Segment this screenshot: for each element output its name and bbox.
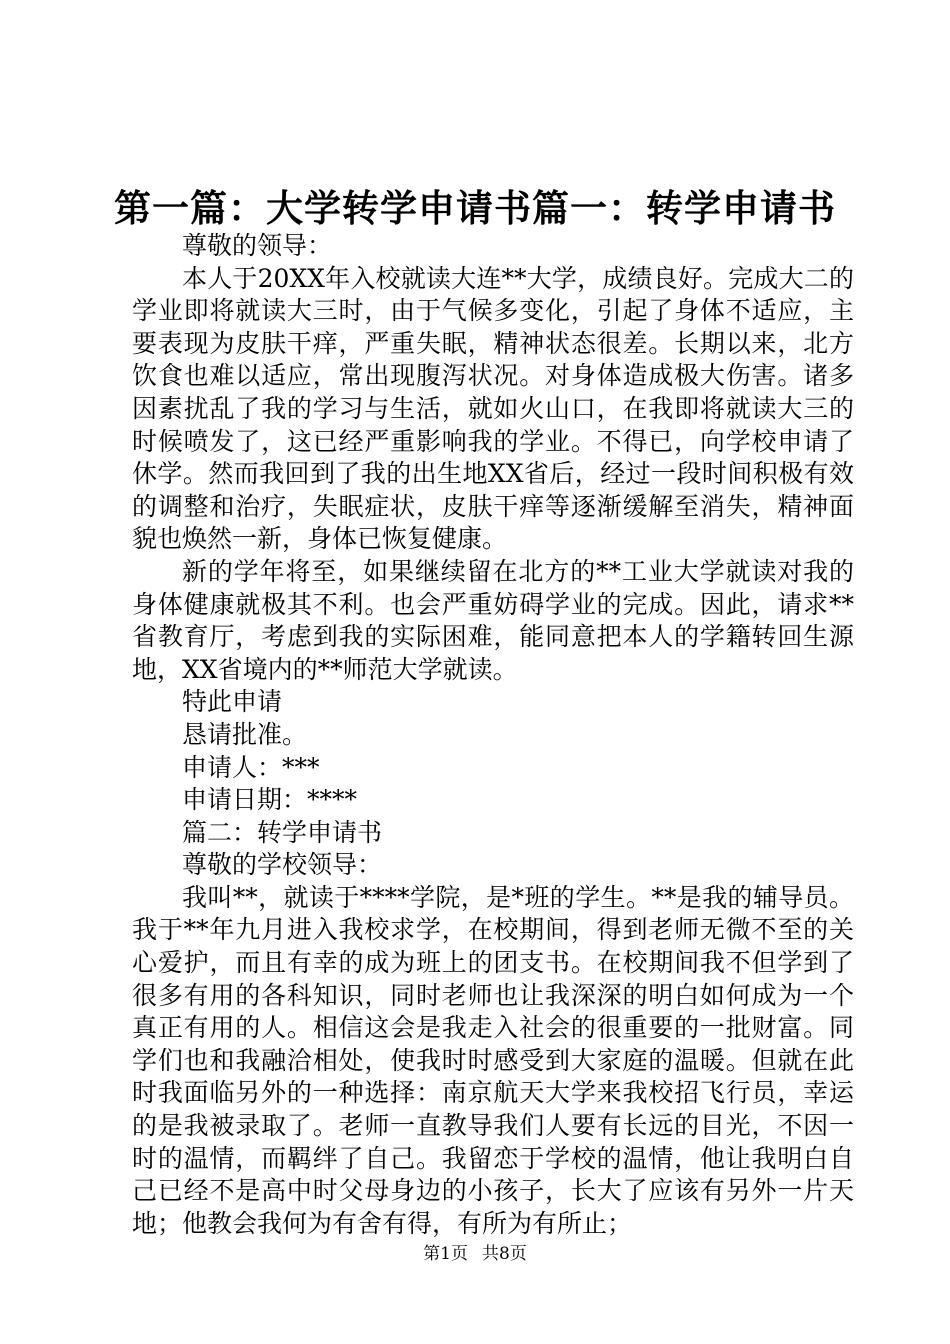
paragraph-approval-request: 恳请批准。 [182, 719, 308, 749]
paragraph-body-1: 本人于20XX年入校就读大连**大学，成绩良好。完成大二的学业即将就读大三时，由于气候多变化，引起了身体不适应，主要表现为皮肤干痒，严重失眠，精神状态很差。长期以来，北方饮食也难以适应，常出现腹泻状况。对身体造成极大伤害。诸多因素扰乱了我的学习与生活，就如火山口，在我即将就读大三的时候喷发了，这已经严重影响我的学业。不得已，向学校申请了休学。然而我回到了我的出生地XX省后，经过一段时间积极有效的调整和治疗，失眠症状，皮肤干痒等逐渐缓解至消失，精神面貌也焕然一新，身体已恢复健康。 [132, 263, 854, 554]
paragraph-section-two-heading: 篇二：转学申请书 [182, 817, 383, 847]
paragraph-body-3: 我叫**，就读于****学院，是*班的学生。**是我的辅导员。我于**年九月进入我校求学，在校期间，得到老师无微不至的关心爱护，而且有幸的成为班上的团支书。在校期间我不但学到了很多有用的各科知识，同时老师也让我深深的明白如何成为一个真正有用的人。相信这会是我走入社会的很重要的一批财富。同学们也和我融洽相处，使我时时感受到大家庭的温暖。但就在此时我面临另外的一种选择：南京航天大学来我校招飞行员，幸运的是我被录取了。老师一直教导我们人要有长远的目光，不因一时的温情，而羁绊了自己。我留恋于学校的温情，他让我明白自己已经不是高中时父母身边的小孩子，长大了应该有另外一片天地；他教会我何为有舍有得，有所为有所止； [132, 882, 854, 1238]
page-number: 第1页 [423, 1244, 468, 1264]
page-total: 共8页 [482, 1244, 527, 1264]
paragraph-salutation-1: 尊敬的领导： [182, 231, 333, 260]
paragraph-application-date: 申请日期：**** [182, 785, 358, 815]
document-title: 第一篇：大学转学申请书篇一：转学申请书 [114, 187, 836, 230]
paragraph-salutation-2: 尊敬的学校领导： [182, 850, 383, 880]
paragraph-body-2: 新的学年将至，如果继续留在北方的**工业大学就读对我的身体健康就极其不利。也会严重妨碍学业的完成。因此，请求**省教育厅，考虑到我的实际困难，能同意把本人的学籍转回生源地，XX省境内的**师范大学就读。 [132, 556, 854, 684]
paragraph-special-request: 特此申请 [182, 687, 283, 717]
page-footer [0, 1243, 950, 1265]
paragraph-applicant: 申请人：*** [182, 752, 320, 782]
document-body [132, 230, 854, 1240]
